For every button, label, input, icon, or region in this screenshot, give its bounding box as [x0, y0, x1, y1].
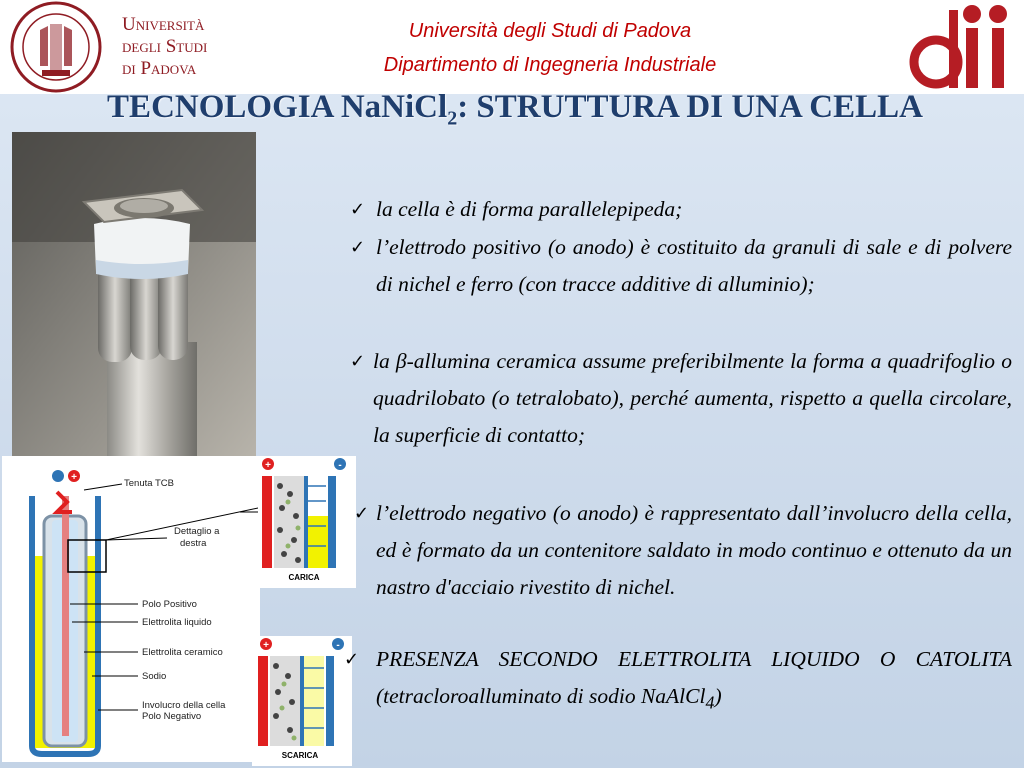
list-item: [350, 229, 1012, 303]
title-subscript: 2: [447, 107, 458, 130]
list-item: [350, 191, 1016, 228]
department-name: Dipartimento di Ingegneria Industriale: [383, 54, 717, 76]
list-item: [350, 343, 1012, 454]
cell-photo: [12, 132, 256, 460]
check-icon: ✓: [344, 649, 360, 670]
header-text: [230, 14, 870, 82]
university-logo-text: [122, 14, 227, 80]
bullet-text: la cella è di forma parallelepipeda;: [376, 197, 683, 221]
minus-sign: -: [338, 460, 342, 471]
bullet-text-main: PRESENZA SECONDO ELETTROLITA LIQUIDO O CATOLITA (tetracloroalluminato di sodio NaAlCl: [376, 647, 1012, 708]
positive-sign: +: [71, 472, 77, 483]
university-logo: [0, 0, 222, 94]
bullet-text-end: ): [714, 684, 722, 708]
check-icon: ✓: [350, 237, 366, 258]
negative-terminal-icon: [52, 470, 64, 482]
title-text: TECNOLOGIA NaNiCl: [107, 89, 448, 125]
label-elettrolita-ceramico: Elettrolita ceramico: [142, 647, 223, 658]
carica-label: CARICA: [288, 573, 320, 582]
university-logo-line: di Padova: [122, 58, 197, 79]
bullet-text: [344, 641, 1012, 721]
university-name: Università degli Studi di Padova: [408, 20, 692, 42]
cell-section-diagram: [2, 456, 260, 762]
check-icon: ✓: [350, 351, 366, 372]
label-polo-positivo: Polo Positivo: [142, 599, 197, 610]
label-elettrolita-liquido: Elettrolita liquido: [142, 617, 212, 628]
label-polo-negativo: Polo Negativo: [142, 711, 202, 722]
bullet-text: l’elettrodo positivo (o anodo) è costituito da granuli di sale e di polvere di nichel e ferro (con tracce additive di alluminio);: [376, 235, 1012, 296]
minus-sign: -: [336, 640, 340, 651]
bullet-text: la β-allumina ceramica assume preferibilmente la forma a quadrifoglio o quadrilobato (o tetralobato), perché aumenta, rispetto a quella circolare, la superficie di contatto;: [373, 349, 1012, 447]
list-item: [344, 641, 1012, 721]
department-logo: [906, 0, 1024, 94]
slide-title: [30, 88, 1000, 138]
scarica-detail: [252, 636, 352, 766]
bullet-subscript: 4: [705, 692, 715, 713]
label-dettaglio-2: destra: [180, 538, 207, 549]
university-logo-line: degli Studi: [122, 36, 208, 57]
university-logo-line: Università: [122, 14, 205, 35]
bullet-text: l’elettrodo negativo (o anodo) è rappresentato dall’involucro della cella, ed è formato da un contenitore saldato in modo continuo e ottenuto da un nastro d'acciaio rivestito di nichel.: [376, 501, 1012, 599]
dii-logo-icon: [906, 0, 1024, 94]
label-tenuta: Tenuta TCB: [124, 478, 174, 489]
label-involucro: Involucro della cella: [142, 700, 226, 711]
plus-sign: +: [265, 460, 271, 471]
university-seal-icon: [0, 0, 120, 94]
check-icon: ✓: [354, 503, 370, 524]
label-dettaglio: Dettaglio a: [174, 526, 220, 537]
check-icon: ✓: [350, 199, 366, 220]
plus-sign: +: [263, 640, 269, 651]
scarica-label: SCARICA: [281, 751, 319, 760]
carica-detail: [258, 456, 356, 588]
label-sodio: Sodio: [142, 671, 167, 682]
title-text-end: : STRUTTURA DI UNA CELLA: [457, 89, 923, 125]
list-item: [354, 495, 1012, 606]
